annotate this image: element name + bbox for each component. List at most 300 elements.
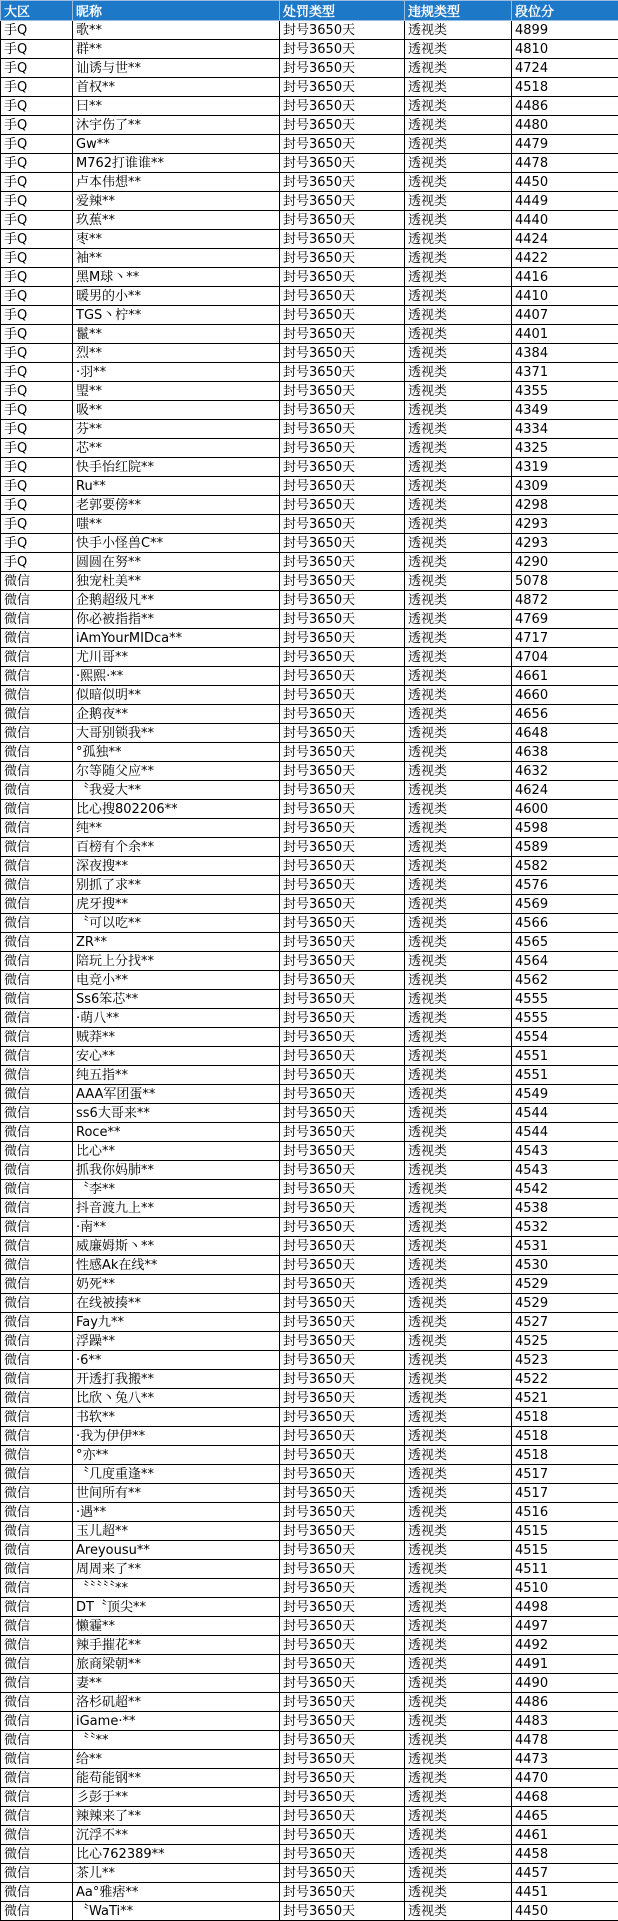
cell-region: 手Q <box>1 249 73 268</box>
cell-penalty-type: 封号3650天 <box>280 287 405 306</box>
cell-region: 微信 <box>1 1712 73 1731</box>
cell-rank-score: 4527 <box>512 1313 618 1332</box>
cell-penalty-type: 封号3650天 <box>280 1845 405 1864</box>
cell-region: 手Q <box>1 154 73 173</box>
cell-violation-type: 透视类 <box>405 1560 512 1579</box>
cell-violation-type: 透视类 <box>405 952 512 971</box>
cell-region: 手Q <box>1 534 73 553</box>
cell-rank-score: 4518 <box>512 78 618 97</box>
cell-violation-type: 透视类 <box>405 1009 512 1028</box>
cell-nickname: 老郭要傍** <box>73 496 280 515</box>
cell-rank-score: 4478 <box>512 1731 618 1750</box>
cell-nickname: Gw** <box>73 135 280 154</box>
cell-penalty-type: 封号3650天 <box>280 1769 405 1788</box>
cell-region: 微信 <box>1 1693 73 1712</box>
cell-violation-type: 透视类 <box>405 1845 512 1864</box>
cell-penalty-type: 封号3650天 <box>280 477 405 496</box>
cell-violation-type: 透视类 <box>405 154 512 173</box>
cell-violation-type: 透视类 <box>405 610 512 629</box>
cell-region: 微信 <box>1 1161 73 1180</box>
cell-rank-score: 4564 <box>512 952 618 971</box>
cell-violation-type: 透视类 <box>405 1237 512 1256</box>
cell-violation-type: 透视类 <box>405 382 512 401</box>
cell-violation-type: 透视类 <box>405 667 512 686</box>
table-row <box>1 344 618 363</box>
cell-nickname: 沉浮不** <box>73 1826 280 1845</box>
table-row <box>1 154 618 173</box>
cell-rank-score: 4576 <box>512 876 618 895</box>
table-row <box>1 1142 618 1161</box>
table-row <box>1 705 618 724</box>
cell-rank-score: 4490 <box>512 1674 618 1693</box>
cell-nickname: DT〝顶尖** <box>73 1598 280 1617</box>
table-row <box>1 458 618 477</box>
cell-violation-type: 透视类 <box>405 648 512 667</box>
cell-region: 微信 <box>1 1408 73 1427</box>
cell-nickname: 安心** <box>73 1047 280 1066</box>
cell-rank-score: 4543 <box>512 1142 618 1161</box>
cell-penalty-type: 封号3650天 <box>280 1864 405 1883</box>
cell-nickname: 辣辣来了** <box>73 1807 280 1826</box>
cell-region: 微信 <box>1 1598 73 1617</box>
cell-region: 微信 <box>1 781 73 800</box>
cell-violation-type: 透视类 <box>405 1332 512 1351</box>
cell-nickname: 沐宇伤了** <box>73 116 280 135</box>
cell-nickname: 芯** <box>73 439 280 458</box>
cell-nickname: 曰** <box>73 97 280 116</box>
cell-penalty-type: 封号3650天 <box>280 173 405 192</box>
cell-nickname: 比心** <box>73 1142 280 1161</box>
cell-violation-type: 透视类 <box>405 306 512 325</box>
cell-region: 微信 <box>1 971 73 990</box>
table-row <box>1 230 618 249</box>
cell-rank-score: 4899 <box>512 21 618 40</box>
cell-rank-score: 4371 <box>512 363 618 382</box>
cell-violation-type: 透视类 <box>405 1351 512 1370</box>
cell-nickname: 企鹅超级凡** <box>73 591 280 610</box>
cell-rank-score: 4529 <box>512 1275 618 1294</box>
cell-penalty-type: 封号3650天 <box>280 857 405 876</box>
cell-violation-type: 透视类 <box>405 838 512 857</box>
cell-region: 微信 <box>1 1047 73 1066</box>
table-row <box>1 192 618 211</box>
cell-nickname: 纯** <box>73 819 280 838</box>
cell-penalty-type: 封号3650天 <box>280 1218 405 1237</box>
cell-nickname: Aa°雅痞** <box>73 1883 280 1902</box>
cell-nickname: TGS丶柠** <box>73 306 280 325</box>
cell-violation-type: 透视类 <box>405 1313 512 1332</box>
cell-penalty-type: 封号3650天 <box>280 1275 405 1294</box>
cell-region: 微信 <box>1 1066 73 1085</box>
cell-region: 手Q <box>1 59 73 78</box>
table-row <box>1 1180 618 1199</box>
table-row <box>1 1009 618 1028</box>
cell-nickname: 群** <box>73 40 280 59</box>
table-row <box>1 1807 618 1826</box>
table-row <box>1 1503 618 1522</box>
cell-rank-score: 4298 <box>512 496 618 515</box>
cell-rank-score: 4810 <box>512 40 618 59</box>
table-row <box>1 97 618 116</box>
cell-nickname: 茶儿** <box>73 1864 280 1883</box>
cell-region: 手Q <box>1 21 73 40</box>
cell-violation-type: 透视类 <box>405 40 512 59</box>
cell-nickname: 威廉姆斯丶** <box>73 1237 280 1256</box>
cell-region: 微信 <box>1 1883 73 1902</box>
cell-region: 手Q <box>1 78 73 97</box>
cell-penalty-type: 封号3650天 <box>280 990 405 1009</box>
cell-violation-type: 透视类 <box>405 439 512 458</box>
cell-penalty-type: 封号3650天 <box>280 1427 405 1446</box>
table-row <box>1 1237 618 1256</box>
cell-penalty-type: 封号3650天 <box>280 667 405 686</box>
cell-penalty-type: 封号3650天 <box>280 1541 405 1560</box>
cell-penalty-type: 封号3650天 <box>280 363 405 382</box>
cell-nickname: 〝几度重逢** <box>73 1465 280 1484</box>
cell-rank-score: 4544 <box>512 1104 618 1123</box>
cell-region: 手Q <box>1 97 73 116</box>
table-row <box>1 1465 618 1484</box>
cell-nickname: ·羽** <box>73 363 280 382</box>
cell-rank-score: 4479 <box>512 135 618 154</box>
cell-penalty-type: 封号3650天 <box>280 325 405 344</box>
cell-penalty-type: 封号3650天 <box>280 1807 405 1826</box>
cell-rank-score: 4518 <box>512 1408 618 1427</box>
cell-region: 微信 <box>1 1199 73 1218</box>
cell-penalty-type: 封号3650天 <box>280 781 405 800</box>
cell-penalty-type: 封号3650天 <box>280 686 405 705</box>
table-row <box>1 1256 618 1275</box>
cell-rank-score: 4457 <box>512 1864 618 1883</box>
cell-nickname: 暖男的小** <box>73 287 280 306</box>
cell-rank-score: 4290 <box>512 553 618 572</box>
cell-penalty-type: 封号3650天 <box>280 135 405 154</box>
table-row <box>1 667 618 686</box>
table-row <box>1 401 618 420</box>
cell-nickname: 你必被指指** <box>73 610 280 629</box>
cell-rank-score: 4544 <box>512 1123 618 1142</box>
cell-rank-score: 4566 <box>512 914 618 933</box>
cell-rank-score: 4660 <box>512 686 618 705</box>
cell-region: 微信 <box>1 914 73 933</box>
cell-nickname: 芬** <box>73 420 280 439</box>
cell-penalty-type: 封号3650天 <box>280 1674 405 1693</box>
cell-penalty-type: 封号3650天 <box>280 914 405 933</box>
cell-region: 微信 <box>1 952 73 971</box>
cell-violation-type: 透视类 <box>405 933 512 952</box>
cell-penalty-type: 封号3650天 <box>280 249 405 268</box>
cell-rank-score: 4515 <box>512 1522 618 1541</box>
cell-region: 手Q <box>1 477 73 496</box>
cell-violation-type: 透视类 <box>405 287 512 306</box>
cell-violation-type: 透视类 <box>405 1047 512 1066</box>
table-row <box>1 610 618 629</box>
cell-nickname: 洛杉矶超** <box>73 1693 280 1712</box>
cell-region: 微信 <box>1 990 73 1009</box>
cell-violation-type: 透视类 <box>405 1750 512 1769</box>
cell-nickname: 嗤** <box>73 515 280 534</box>
table-row <box>1 1750 618 1769</box>
cell-nickname: °孤独** <box>73 743 280 762</box>
table-row <box>1 1579 618 1598</box>
cell-rank-score: 4334 <box>512 420 618 439</box>
cell-nickname: 鬣** <box>73 325 280 344</box>
table-row <box>1 1674 618 1693</box>
cell-region: 微信 <box>1 1465 73 1484</box>
cell-nickname: 尤川哥** <box>73 648 280 667</box>
cell-region: 微信 <box>1 933 73 952</box>
cell-rank-score: 4511 <box>512 1560 618 1579</box>
cell-rank-score: 4325 <box>512 439 618 458</box>
cell-rank-score: 4656 <box>512 705 618 724</box>
cell-penalty-type: 封号3650天 <box>280 1503 405 1522</box>
cell-violation-type: 透视类 <box>405 819 512 838</box>
cell-violation-type: 透视类 <box>405 1218 512 1237</box>
cell-rank-score: 4523 <box>512 1351 618 1370</box>
cell-nickname: 尔等随父应** <box>73 762 280 781</box>
cell-penalty-type: 封号3650天 <box>280 1066 405 1085</box>
cell-region: 微信 <box>1 1256 73 1275</box>
cell-rank-score: 4598 <box>512 819 618 838</box>
cell-nickname: 〝可以吃** <box>73 914 280 933</box>
cell-rank-score: 4638 <box>512 743 618 762</box>
table-row <box>1 1712 618 1731</box>
cell-rank-score: 4483 <box>512 1712 618 1731</box>
cell-nickname: 快手小怪兽C** <box>73 534 280 553</box>
cell-penalty-type: 封号3650天 <box>280 1408 405 1427</box>
cell-nickname: 首权** <box>73 78 280 97</box>
cell-penalty-type: 封号3650天 <box>280 306 405 325</box>
cell-nickname: ·6** <box>73 1351 280 1370</box>
cell-nickname: 〝我爱大** <box>73 781 280 800</box>
cell-violation-type: 透视类 <box>405 1807 512 1826</box>
cell-penalty-type: 封号3650天 <box>280 1256 405 1275</box>
cell-penalty-type: 封号3650天 <box>280 819 405 838</box>
cell-rank-score: 4486 <box>512 97 618 116</box>
cell-nickname: 企鹅夜** <box>73 705 280 724</box>
cell-nickname: iAmYourMIDca** <box>73 629 280 648</box>
table-row <box>1 1484 618 1503</box>
cell-nickname: AAA军团蛋** <box>73 1085 280 1104</box>
cell-nickname: 彡彭于** <box>73 1788 280 1807</box>
cell-nickname: 别抓了求** <box>73 876 280 895</box>
cell-region: 微信 <box>1 1560 73 1579</box>
table-row <box>1 781 618 800</box>
cell-penalty-type: 封号3650天 <box>280 401 405 420</box>
cell-region: 手Q <box>1 344 73 363</box>
cell-rank-score: 4461 <box>512 1826 618 1845</box>
cell-nickname: ·南** <box>73 1218 280 1237</box>
cell-penalty-type: 封号3650天 <box>280 591 405 610</box>
cell-region: 微信 <box>1 1503 73 1522</box>
cell-penalty-type: 封号3650天 <box>280 895 405 914</box>
cell-region: 手Q <box>1 325 73 344</box>
cell-penalty-type: 封号3650天 <box>280 1028 405 1047</box>
table-row <box>1 116 618 135</box>
table-row <box>1 1427 618 1446</box>
cell-nickname: ss6大哥来** <box>73 1104 280 1123</box>
cell-violation-type: 透视类 <box>405 629 512 648</box>
cell-penalty-type: 封号3650天 <box>280 1142 405 1161</box>
cell-nickname: 黑M球丶** <box>73 268 280 287</box>
cell-rank-score: 4517 <box>512 1484 618 1503</box>
cell-rank-score: 4293 <box>512 534 618 553</box>
cell-penalty-type: 封号3650天 <box>280 705 405 724</box>
cell-nickname: 袖** <box>73 249 280 268</box>
cell-violation-type: 透视类 <box>405 1522 512 1541</box>
cell-violation-type: 透视类 <box>405 1180 512 1199</box>
table-row <box>1 306 618 325</box>
table-row <box>1 135 618 154</box>
table-row <box>1 952 618 971</box>
cell-region: 微信 <box>1 1351 73 1370</box>
table-row <box>1 971 618 990</box>
cell-region: 微信 <box>1 705 73 724</box>
table-row <box>1 686 618 705</box>
cell-violation-type: 透视类 <box>405 401 512 420</box>
cell-nickname: ·萌八** <box>73 1009 280 1028</box>
cell-region: 微信 <box>1 1522 73 1541</box>
table-row <box>1 933 618 952</box>
cell-region: 微信 <box>1 838 73 857</box>
cell-rank-score: 4525 <box>512 1332 618 1351</box>
cell-rank-score: 4589 <box>512 838 618 857</box>
cell-region: 手Q <box>1 439 73 458</box>
table-row <box>1 1332 618 1351</box>
cell-nickname: 深夜搜** <box>73 857 280 876</box>
cell-nickname: ·我为伊伊** <box>73 1427 280 1446</box>
cell-rank-score: 4538 <box>512 1199 618 1218</box>
cell-penalty-type: 封号3650天 <box>280 211 405 230</box>
cell-rank-score: 4582 <box>512 857 618 876</box>
cell-rank-score: 4542 <box>512 1180 618 1199</box>
cell-region: 微信 <box>1 1142 73 1161</box>
cell-penalty-type: 封号3650天 <box>280 534 405 553</box>
cell-violation-type: 透视类 <box>405 686 512 705</box>
header-violation-type: 违规类型 <box>405 1 512 21</box>
table-row <box>1 1845 618 1864</box>
cell-region: 微信 <box>1 1864 73 1883</box>
cell-rank-score: 4661 <box>512 667 618 686</box>
cell-nickname: 圆圆在努** <box>73 553 280 572</box>
cell-nickname: 浮躁** <box>73 1332 280 1351</box>
cell-region: 微信 <box>1 1275 73 1294</box>
cell-penalty-type: 封号3650天 <box>280 1484 405 1503</box>
cell-violation-type: 透视类 <box>405 1104 512 1123</box>
cell-nickname: 能苟能钢** <box>73 1769 280 1788</box>
table-row <box>1 1636 618 1655</box>
cell-nickname: 比心搜802206** <box>73 800 280 819</box>
cell-violation-type: 透视类 <box>405 1484 512 1503</box>
cell-rank-score: 4769 <box>512 610 618 629</box>
table-row <box>1 1826 618 1845</box>
cell-violation-type: 透视类 <box>405 1826 512 1845</box>
cell-region: 微信 <box>1 591 73 610</box>
table-row <box>1 1047 618 1066</box>
cell-region: 手Q <box>1 287 73 306</box>
table-row <box>1 743 618 762</box>
cell-nickname: 大哥别锁我** <box>73 724 280 743</box>
header-region: 大区 <box>1 1 73 21</box>
table-row <box>1 572 618 591</box>
cell-nickname: 陪玩上分找** <box>73 952 280 971</box>
cell-region: 微信 <box>1 648 73 667</box>
cell-nickname: Ru** <box>73 477 280 496</box>
cell-violation-type: 透视类 <box>405 914 512 933</box>
cell-penalty-type: 封号3650天 <box>280 1446 405 1465</box>
cell-violation-type: 透视类 <box>405 59 512 78</box>
cell-nickname: 辣手摧花** <box>73 1636 280 1655</box>
cell-region: 手Q <box>1 458 73 477</box>
cell-violation-type: 透视类 <box>405 496 512 515</box>
cell-nickname: 周周来了** <box>73 1560 280 1579</box>
table-row <box>1 515 618 534</box>
table-row <box>1 1560 618 1579</box>
table-row <box>1 496 618 515</box>
cell-region: 微信 <box>1 1370 73 1389</box>
cell-penalty-type: 封号3650天 <box>280 1693 405 1712</box>
cell-region: 微信 <box>1 1446 73 1465</box>
cell-rank-score: 4492 <box>512 1636 618 1655</box>
cell-nickname: 书软** <box>73 1408 280 1427</box>
cell-region: 手Q <box>1 420 73 439</box>
cell-rank-score: 4468 <box>512 1788 618 1807</box>
cell-violation-type: 透视类 <box>405 990 512 1009</box>
cell-violation-type: 透视类 <box>405 1617 512 1636</box>
cell-penalty-type: 封号3650天 <box>280 933 405 952</box>
cell-nickname: 抖音渡九上** <box>73 1199 280 1218</box>
cell-region: 微信 <box>1 1104 73 1123</box>
cell-violation-type: 透视类 <box>405 895 512 914</box>
table-row <box>1 1028 618 1047</box>
cell-penalty-type: 封号3650天 <box>280 572 405 591</box>
cell-violation-type: 透视类 <box>405 1256 512 1275</box>
cell-region: 微信 <box>1 686 73 705</box>
cell-violation-type: 透视类 <box>405 420 512 439</box>
table-row <box>1 553 618 572</box>
table-row <box>1 268 618 287</box>
cell-violation-type: 透视类 <box>405 1636 512 1655</box>
cell-penalty-type: 封号3650天 <box>280 1332 405 1351</box>
cell-penalty-type: 封号3650天 <box>280 1294 405 1313</box>
cell-nickname: iGame·** <box>73 1712 280 1731</box>
cell-nickname: 虎牙搜** <box>73 895 280 914</box>
cell-violation-type: 透视类 <box>405 1465 512 1484</box>
table-row <box>1 800 618 819</box>
cell-penalty-type: 封号3650天 <box>280 1636 405 1655</box>
cell-rank-score: 4555 <box>512 1009 618 1028</box>
cell-region: 手Q <box>1 553 73 572</box>
cell-nickname: 抓我你妈肺** <box>73 1161 280 1180</box>
cell-nickname: 电竞小** <box>73 971 280 990</box>
cell-nickname: 歌** <box>73 21 280 40</box>
cell-penalty-type: 封号3650天 <box>280 1161 405 1180</box>
cell-violation-type: 透视类 <box>405 1408 512 1427</box>
cell-violation-type: 透视类 <box>405 1275 512 1294</box>
cell-penalty-type: 封号3650天 <box>280 1560 405 1579</box>
table-row <box>1 838 618 857</box>
cell-nickname: 懒霾** <box>73 1617 280 1636</box>
cell-violation-type: 透视类 <box>405 762 512 781</box>
cell-violation-type: 透视类 <box>405 21 512 40</box>
cell-penalty-type: 封号3650天 <box>280 192 405 211</box>
table-row <box>1 1389 618 1408</box>
cell-rank-score: 4704 <box>512 648 618 667</box>
table-row <box>1 876 618 895</box>
cell-nickname: M762打谁谁** <box>73 154 280 173</box>
cell-region: 微信 <box>1 1009 73 1028</box>
cell-violation-type: 透视类 <box>405 572 512 591</box>
